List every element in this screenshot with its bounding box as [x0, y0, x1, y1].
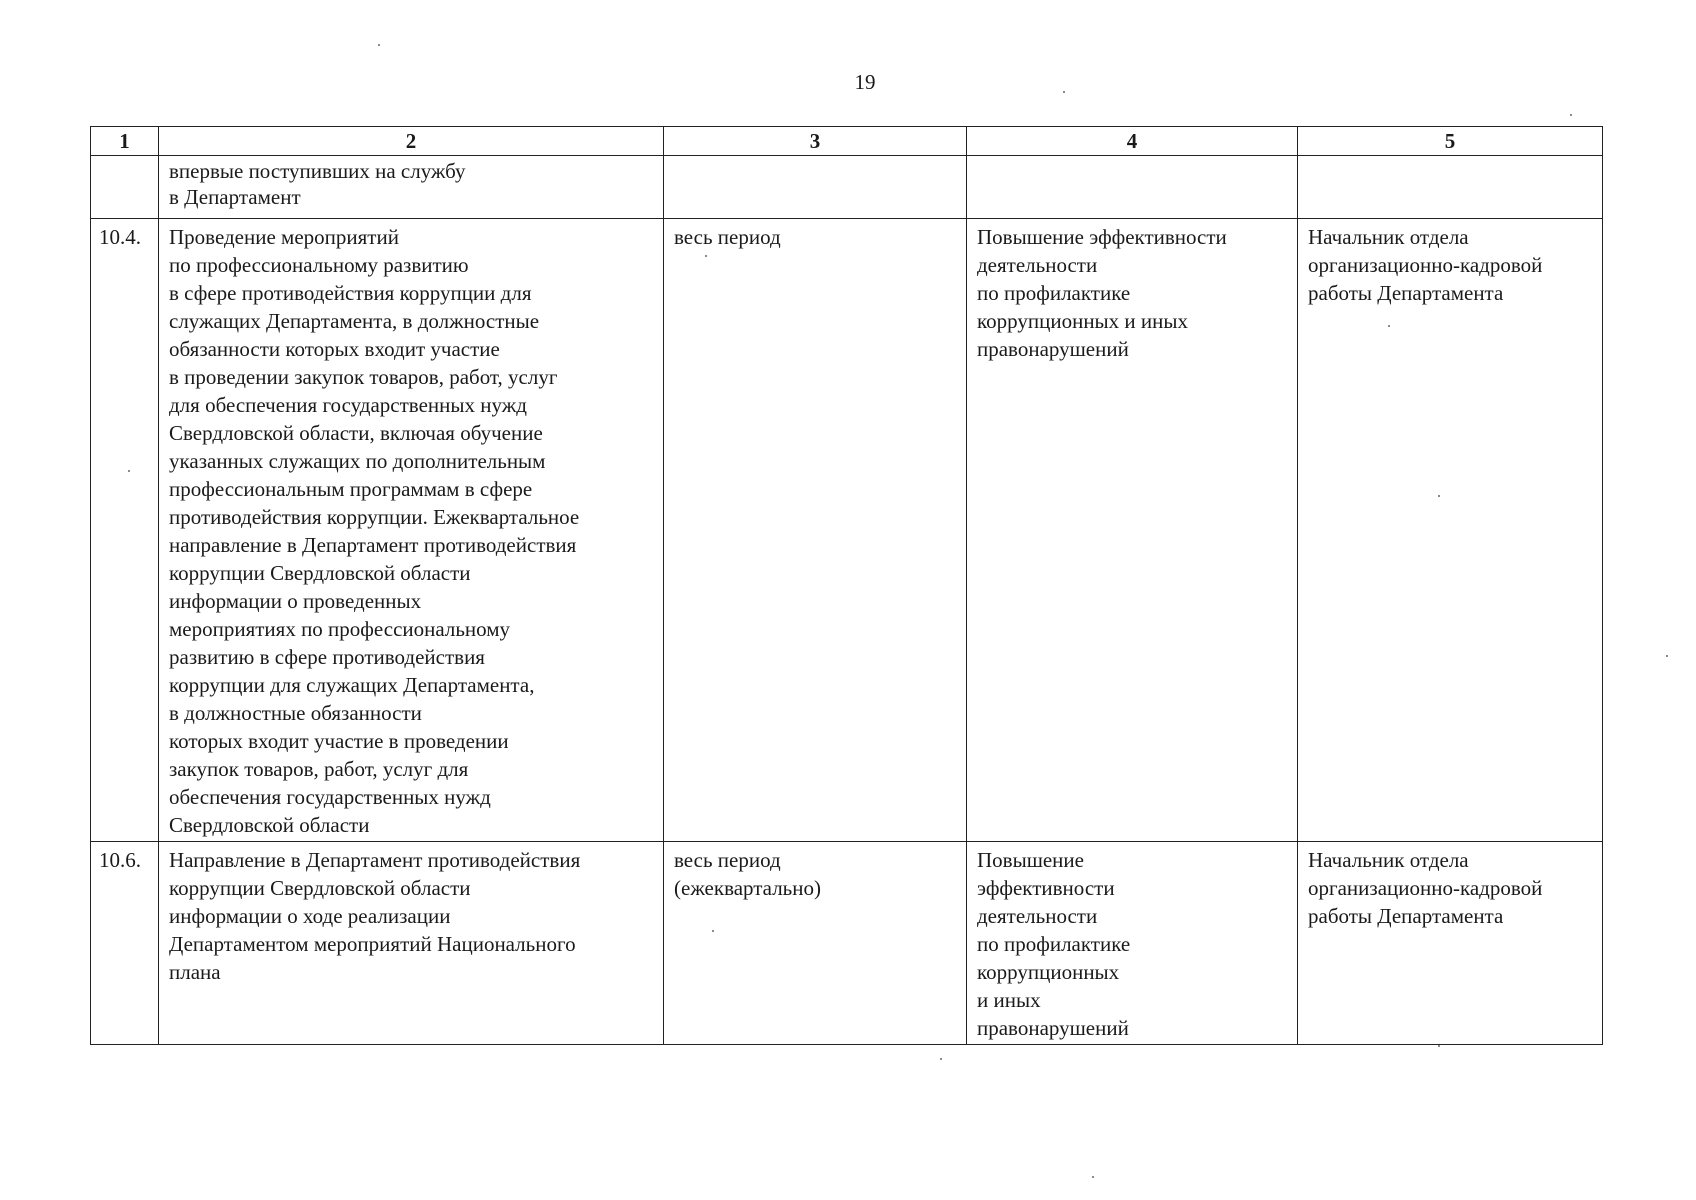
item-number: 10.4. — [91, 219, 159, 842]
responsible-text: Начальник отдела организационно-кадровой работы Департамента — [1298, 842, 1603, 1045]
item-number: 10.6. — [91, 842, 159, 1045]
column-header-4: 4 — [967, 127, 1298, 156]
column-header-5: 5 — [1298, 127, 1603, 156]
period-text: весь период (ежеквартально) — [664, 842, 967, 1045]
table-row — [91, 156, 1603, 219]
result-text: Повышение эффективности деятельности по профилактике коррупционных и иных правонарушений — [967, 219, 1298, 842]
scan-speck — [1570, 114, 1572, 116]
scan-speck — [1063, 91, 1065, 93]
page-number: 19 — [854, 70, 876, 94]
scan-speck — [940, 1058, 942, 1060]
measure-text: Направление в Департамент противодействия коррупции Свердловской области информации о ходе реализации Департаментом мероприятий Национального плана — [159, 842, 664, 1045]
item-number — [91, 156, 159, 219]
column-header-3: 3 — [664, 127, 967, 156]
period-text: весь период — [664, 219, 967, 842]
table-header-row — [91, 127, 1603, 156]
scan-speck — [1438, 495, 1440, 497]
scan-speck — [378, 44, 380, 46]
measure-text: Проведение мероприятий по профессиональному развитию в сфере противодействия коррупции для служащих Департамента, в должностные обязанности которых входит участие в проведении закупок товаров, работ, услуг для обеспечения государственных нужд Свердловской области, включая обучение указанных служащих по дополнительным профессиональным программам в сфере противодействия коррупции. Ежеквартальное направление в Департамент противодействия коррупции Свердловской области информации о проведенных мероприятиях по профессиональному развитию в сфере противодействия коррупции для служащих Департамента, в должностные обязанности которых входит участие в проведении закупок товаров, работ, услуг для обеспечения государственных нужд Свердловской области — [159, 219, 664, 842]
period-text — [664, 156, 967, 219]
scan-speck — [1438, 1045, 1440, 1047]
measure-text: впервые поступивших на службу в Департамент — [159, 156, 664, 219]
measures-table — [90, 126, 1603, 1045]
result-text — [967, 156, 1298, 219]
scan-speck — [1092, 1176, 1094, 1178]
scan-speck — [712, 930, 714, 932]
responsible-text: Начальник отдела организационно-кадровой работы Департамента — [1298, 219, 1603, 842]
scan-speck — [1666, 655, 1668, 657]
column-header-2: 2 — [159, 127, 664, 156]
table-row — [91, 219, 1603, 842]
result-text: Повышение эффективности деятельности по профилактике коррупционных и иных правонарушений — [967, 842, 1298, 1045]
scan-speck — [128, 470, 130, 472]
scan-speck — [705, 255, 707, 257]
table-row — [91, 842, 1603, 1045]
column-header-1: 1 — [91, 127, 159, 156]
scan-speck — [1388, 325, 1390, 327]
responsible-text — [1298, 156, 1603, 219]
